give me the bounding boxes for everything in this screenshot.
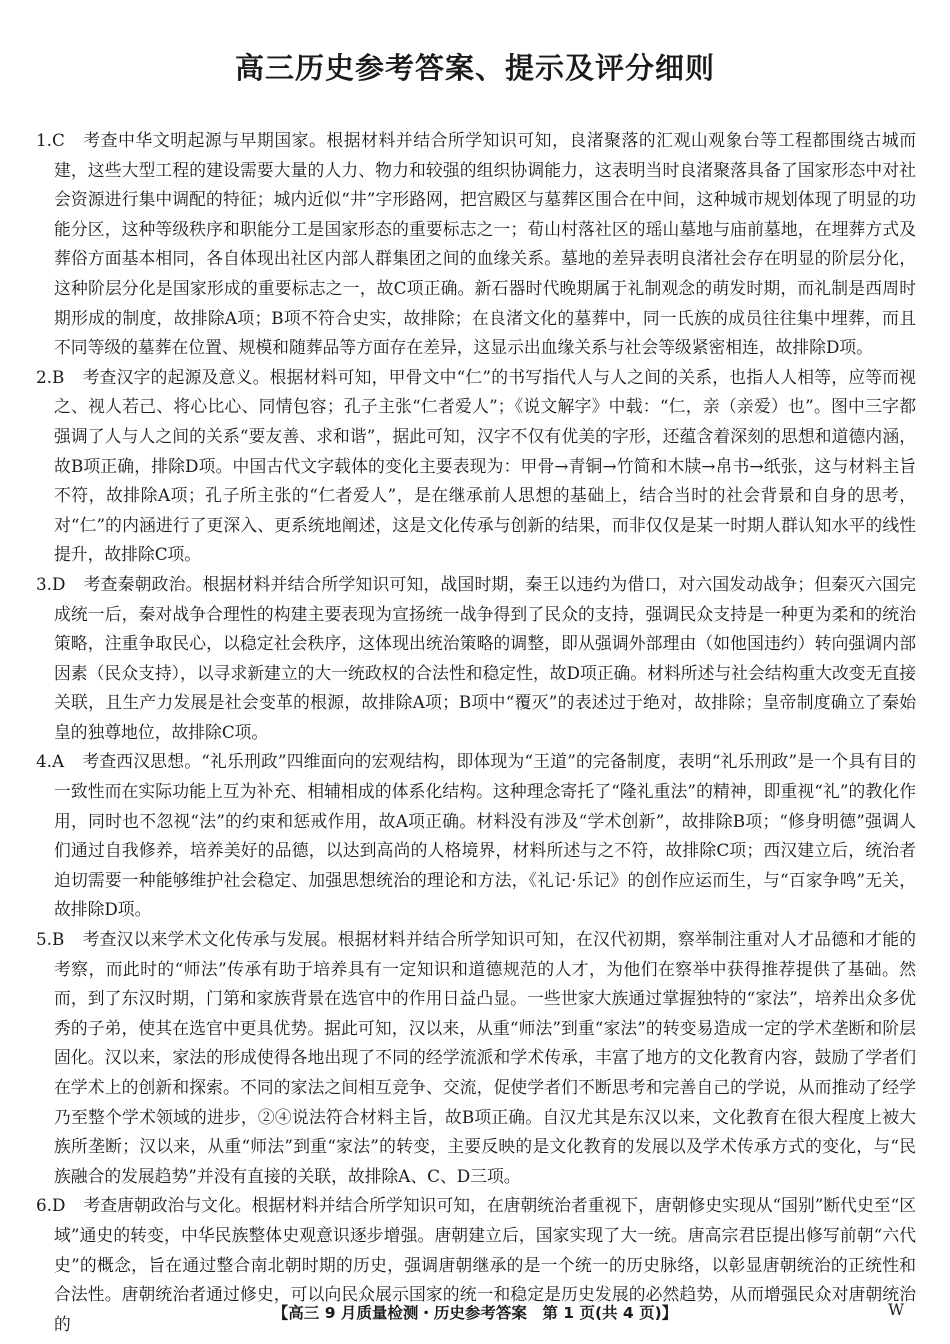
answer-item-3 bbox=[36, 570, 916, 748]
item-answer: D bbox=[52, 573, 66, 594]
item-answer: D bbox=[52, 1195, 66, 1216]
item-explanation: 考查唐朝政治与文化。根据材料并结合所学知识可知，在唐朝统治者重视下，唐朝修史实现从“国别”断代史至“区域”通史的转变，中华民族整体史观意识逐步增强。唐朝建立后，国家实现了大一统。唐高宗君臣提出修写前朝“六代史”的概念，旨在通过整合南北朝时期的历史，强调唐朝继承的是一个统一的历史脉络，以彰显唐朝统治的正统性和合法性。唐朝统治者通过修史，可以向民众展示国家的统一和稳定是历史发展的必然趋势，从而增强民众对唐朝统治的 bbox=[54, 1195, 916, 1334]
page-footer bbox=[0, 1301, 950, 1323]
footer-page-info: 【高三 9 月质量检测・历史参考答案 第 1 页(共 4 页)】 bbox=[272, 1304, 678, 1322]
item-number: 2. bbox=[36, 366, 53, 387]
footer-version-code: W bbox=[888, 1301, 904, 1319]
item-answer: C bbox=[52, 130, 65, 150]
answer-item-5 bbox=[36, 925, 916, 1191]
item-number: 5. bbox=[36, 929, 53, 950]
answer-item-1 bbox=[36, 126, 916, 363]
item-number: 4. bbox=[36, 751, 53, 772]
item-number: 3. bbox=[36, 573, 53, 594]
page-title: 高三历史参考答案、提示及评分细则 bbox=[234, 51, 715, 85]
item-explanation: 考查中华文明起源与早期国家。根据材料并结合所学知识可知，良渚聚落的汇观山观象台等工程都围绕古城而建，这些大型工程的建设需要大量的人力、物力和较强的组织协调能力，这表明当时良渚聚落具备了国家形态中对社会资源进行集中调配的特征；城内近似“井”字形路网，把宫殿区与墓葬区围合在中间，这种城市规划体现了明显的功能分区，这种等级秩序和职能分工是国家形态的重要标志之一；荀山村落社区的瑶山墓地与庙前墓地，在埋葬方式及葬俗方面基本相同，各自体现出社区内部人群集团之间的血缘关系。墓地的差异表明良渚社会存在明显的阶层分化，这种阶层分化是国家形成的重要标志之一，故C项正确。新石器时代晚期属于礼制观念的萌发时期，而礼制是西周时期形成的制度，故排除A项；B项不符合史实，故排除；在良渚文化的墓葬中，同一氏族的成员往往集中埋葬，而且不同等级的墓葬在位置、规模和随葬品等方面存在差异，这显示出血缘关系与社会等级紧密相连，故排除D项。 bbox=[54, 130, 916, 358]
item-explanation: 考查汉字的起源及意义。根据材料可知，甲骨文中“仁”的书写指代人与人之间的关系，也指人人相等，应等而视之、视人若己、将心比心、同情包容；孔子主张“仁者爱人”；《说文解字》中载：“仁，亲（亲爱）也”。图中三字都强调了人与人之间的关系“要友善、求和谐”，据此可知，汉字不仅有优美的字形，还蕴含着深刻的思想和道德内涵，故B项正确，排除D项。中国古代文字载体的变化主要表现为：甲骨→青铜→竹简和木牍→帛书→纸张，这与材料主旨不符，故排除A项；孔子所主张的“仁者爱人”，是在继承前人思想的基础上，结合当时的社会背景和自身的思考，对“仁”的内涵进行了更深入、更系统地阐述，这是文化传承与创新的结果，而非仅仅是某一时期人群认知水平的线性提升，故排除C项。 bbox=[54, 366, 916, 565]
item-explanation: 考查秦朝政治。根据材料并结合所学知识可知，战国时期，秦王以违约为借口，对六国发动战争；但秦灭六国完成统一后，秦对战争合理性的构建主要表现为宣扬统一战争得到了民众的支持，强调民众支持是一种更为柔和的统治策略，注重争取民心，以稳定社会秩序，这体现出统治策略的调整，即从强调外部理由（如他国违约）转向强调内部因素（民众支持），以寻求新建立的大一统政权的合法性和稳定性，故D项正确。材料所述与社会结构重大改变无直接关联，且生产力发展是社会变革的根源，故排除A项；B项中“覆灭”的表述过于绝对，故排除；皇帝制度确立了秦始皇的独尊地位，故排除C项。 bbox=[54, 573, 916, 742]
item-answer: A bbox=[52, 751, 65, 772]
answer-item-2 bbox=[36, 363, 916, 570]
item-number: 1. bbox=[36, 130, 53, 150]
item-explanation: 考查汉以来学术文化传承与发展。根据材料并结合所学知识可知，在汉代初期，察举制注重对人才品德和才能的考察，而此时的“师法”传承有助于培养具有一定知识和道德规范的人才，为他们在察举中获得推荐提供了基础。然而，到了东汉时期，门第和家族背景在选官中的作用日益凸显。一些世家大族通过掌握独特的“家法”，培养出众多优秀的子弟，使其在选官中更具优势。据此可知，汉以来，从重“师法”到重“家法”的转变易造成一定的学术垄断和阶层固化。汉以来，家法的形成使得各地出现了不同的经学流派和学术传承，丰富了地方的文化教育内容，鼓励了学者们在学术上的创新和探索。不同的家法之间相互竞争、交流，促使学者们不断思考和完善自己的学说，从而推动了经学乃至整个学术领域的进步，②④说法符合材料主旨，故B项正确。自汉尤其是东汉以来，文化教育在很大程度上被大族所垄断；汉以来，从重“师法”到重“家法”的转变，主要反映的是文化教育的发展以及学术传承方式的变化，与“民族融合的发展趋势”并没有直接的关联，故排除A、C、D三项。 bbox=[54, 929, 916, 1186]
item-answer: B bbox=[52, 366, 65, 387]
item-number: 6. bbox=[36, 1195, 53, 1216]
answer-list bbox=[36, 126, 916, 1339]
item-explanation: 考查西汉思想。“礼乐刑政”四维面向的宏观结构，即体现为“王道”的完备制度，表明“礼乐刑政”是一个具有目的一致性而在实际功能上互为补充、相辅相成的体系化结构。这种理念寄托了“隆礼重法”的精神，即重视“礼”的教化作用，同时也不忽视“法”的约束和惩戒作用，故A项正确。材料没有涉及“学术创新”，故排除B项；“修身明德”强调人们通过自我修养，培养美好的品德，以达到高尚的人格境界，材料所述与之不符，故排除C项；西汉建立后，统治者迫切需要一种能够维护社会稳定、加强思想统治的理论和方法，《礼记·乐记》的创作应运而生，与“百家争鸣”无关，故排除D项。 bbox=[54, 751, 916, 920]
item-answer: B bbox=[52, 929, 65, 950]
answer-item-4 bbox=[36, 747, 916, 925]
